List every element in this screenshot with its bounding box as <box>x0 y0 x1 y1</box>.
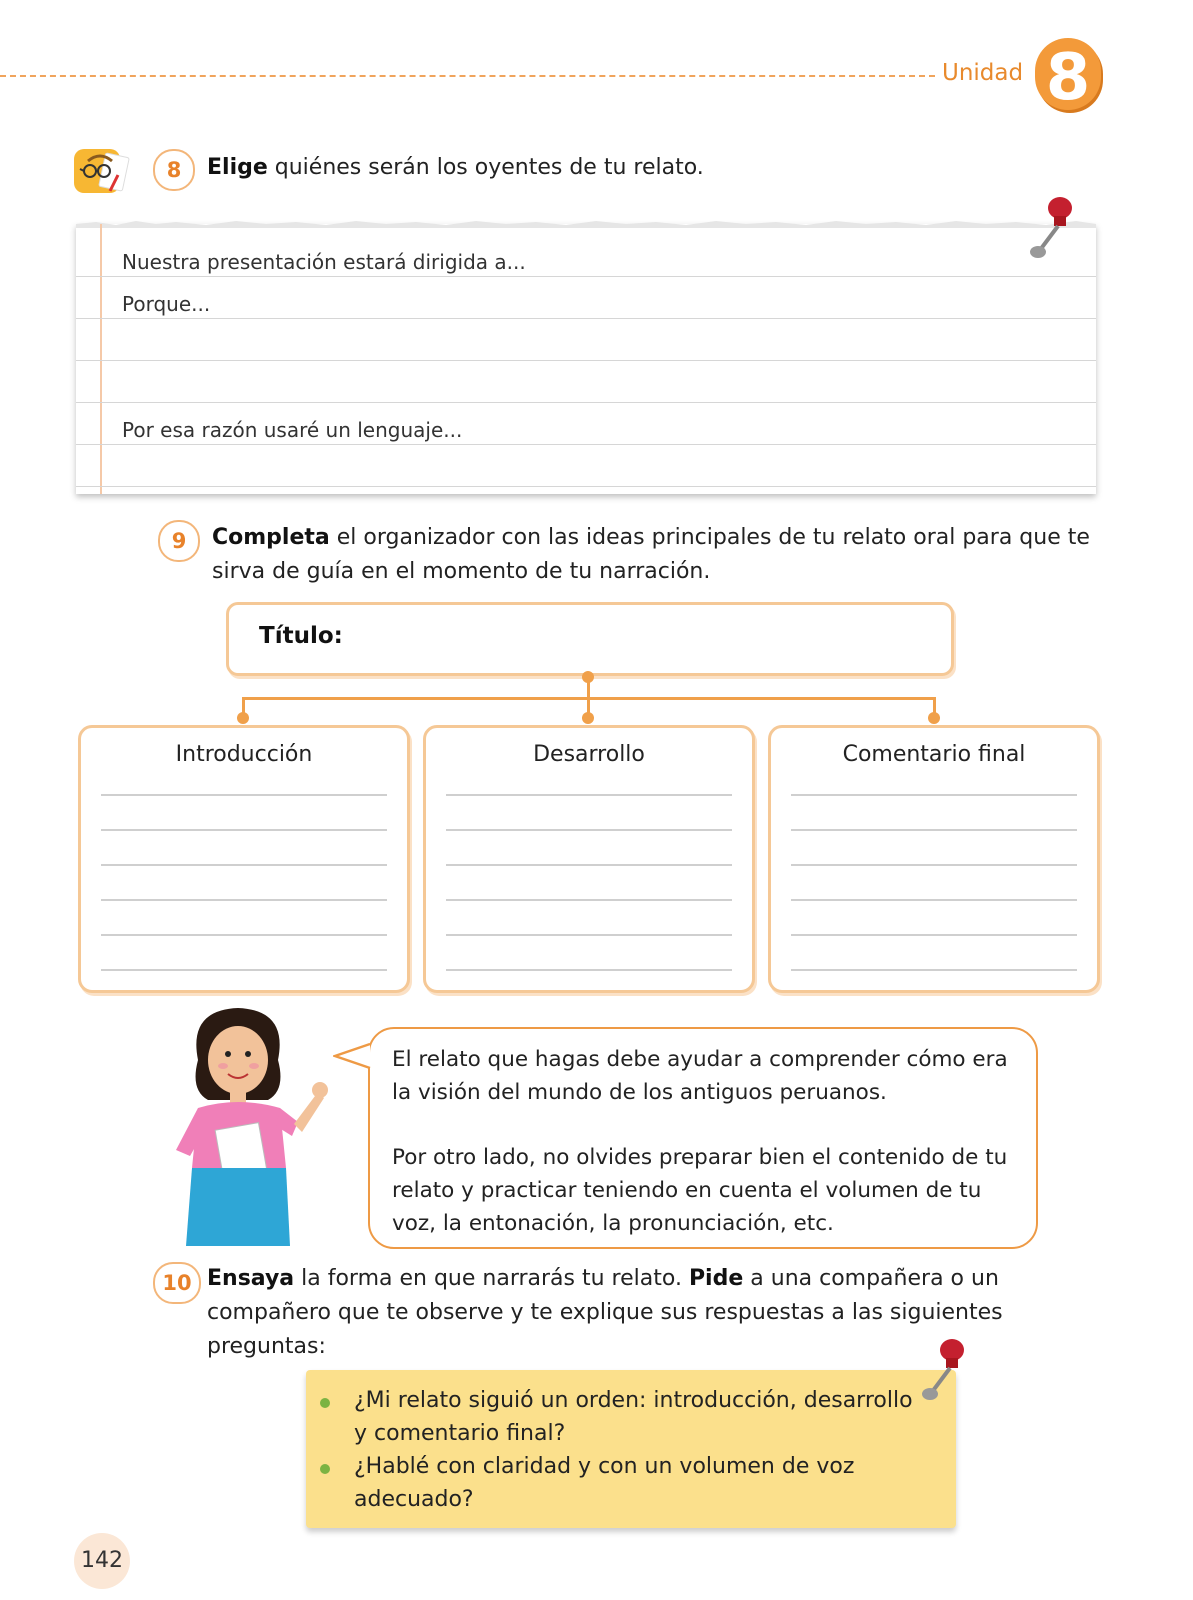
activity-9-instruction <box>212 521 1092 589</box>
answer-line <box>101 899 387 901</box>
bubble-paragraph-1: El relato que hagas debe ayudar a comprender cómo era la visión del mundo de los antiguos peruanos. <box>392 1047 1008 1105</box>
activity-10-text-1: la forma en que narrarás tu relato. <box>294 1266 689 1291</box>
answer-line <box>791 934 1077 936</box>
answer-line <box>101 794 387 796</box>
activity-8-text: quiénes serán los oyentes de tu relato. <box>267 155 704 180</box>
activity-10-verb-1: Ensaya <box>207 1266 295 1291</box>
notebook-prompt-audience: Nuestra presentación estará dirigida a... <box>122 250 526 274</box>
answer-line <box>446 864 732 866</box>
bubble-paragraph-2: Por otro lado, no olvides preparar bien el contenido de tu relato y practicar teniendo en cuenta el volumen de tu voz, la entonación, la pronunciación, etc. <box>392 1145 1008 1236</box>
organizer-column-desarrollo[interactable] <box>423 725 755 993</box>
notebook-rule <box>76 360 1096 361</box>
notebook-margin-line <box>100 224 102 494</box>
answer-line <box>101 969 387 971</box>
column-title: Comentario final <box>842 742 1026 767</box>
organizer-title-box[interactable] <box>226 602 954 676</box>
activity-9-verb: Completa <box>212 525 330 550</box>
answer-line <box>446 829 732 831</box>
torn-edge <box>76 218 1096 228</box>
writing-icon <box>72 145 130 199</box>
answer-line <box>791 864 1077 866</box>
pushpin-icon <box>912 1336 972 1406</box>
answer-line <box>446 934 732 936</box>
header-dashed-line <box>0 75 935 77</box>
questions-note <box>306 1370 956 1528</box>
question-item: ¿Hablé con claridad y con un volumen de voz adecuado? <box>354 1454 855 1512</box>
activity-8-instruction <box>207 151 1067 185</box>
organizer-column-introduccion[interactable] <box>78 725 410 993</box>
answer-line <box>791 969 1077 971</box>
speech-bubble-tail <box>333 1040 373 1076</box>
connector-node <box>237 712 249 724</box>
notebook-rule <box>76 402 1096 403</box>
answer-line <box>791 794 1077 796</box>
answer-line <box>101 829 387 831</box>
speech-bubble <box>368 1027 1038 1249</box>
connector-node <box>582 712 594 724</box>
notebook-rule <box>76 318 1096 319</box>
organizer-title-label: Título: <box>259 623 343 649</box>
girl-illustration <box>168 1000 338 1246</box>
notebook-prompt-language: Por esa razón usaré un lenguaje... <box>122 418 463 442</box>
answer-line <box>446 899 732 901</box>
activity-10-verb-2: Pide <box>688 1266 744 1291</box>
activity-10-instruction <box>207 1262 1017 1364</box>
connector-node <box>928 712 940 724</box>
answer-line <box>446 794 732 796</box>
answer-line <box>101 934 387 936</box>
activity-10-text-2: a una compañera o un compañero que te observe y te explique sus respuestas a las siguientes preguntas: <box>207 1266 1003 1359</box>
bullet-icon <box>320 1398 330 1408</box>
answer-line <box>791 829 1077 831</box>
activity-number-9: 9 <box>158 520 200 562</box>
answer-line <box>446 969 732 971</box>
pushpin-icon <box>1020 194 1080 264</box>
answer-line <box>791 899 1077 901</box>
activity-number-8: 8 <box>153 149 195 191</box>
notebook-rule <box>76 444 1096 445</box>
activity-9-text: el organizador con las ideas principales de tu relato oral para que te sirva de guía en el momento de tu narración. <box>212 525 1090 584</box>
unit-label: Unidad <box>942 60 1024 86</box>
notebook-rule <box>76 486 1096 487</box>
organizer-column-comentario-final[interactable] <box>768 725 1100 993</box>
connector-node <box>582 671 594 683</box>
notebook-answer-field[interactable] <box>122 254 1076 276</box>
notebook-sheet <box>76 224 1096 494</box>
column-title: Desarrollo <box>533 742 645 767</box>
column-title: Introducción <box>175 742 313 767</box>
unit-number-badge: 8 <box>1035 38 1101 110</box>
question-item: ¿Mi relato siguió un orden: introducción, desarrollo y comentario final? <box>354 1388 913 1446</box>
answer-line <box>101 864 387 866</box>
activity-8-verb: Elige <box>207 155 268 180</box>
notebook-rule <box>76 276 1096 277</box>
notebook-prompt-reason: Porque... <box>122 292 211 316</box>
activity-number-10: 10 <box>153 1262 201 1304</box>
bullet-icon <box>320 1464 330 1474</box>
page-number: 142 <box>74 1533 130 1589</box>
